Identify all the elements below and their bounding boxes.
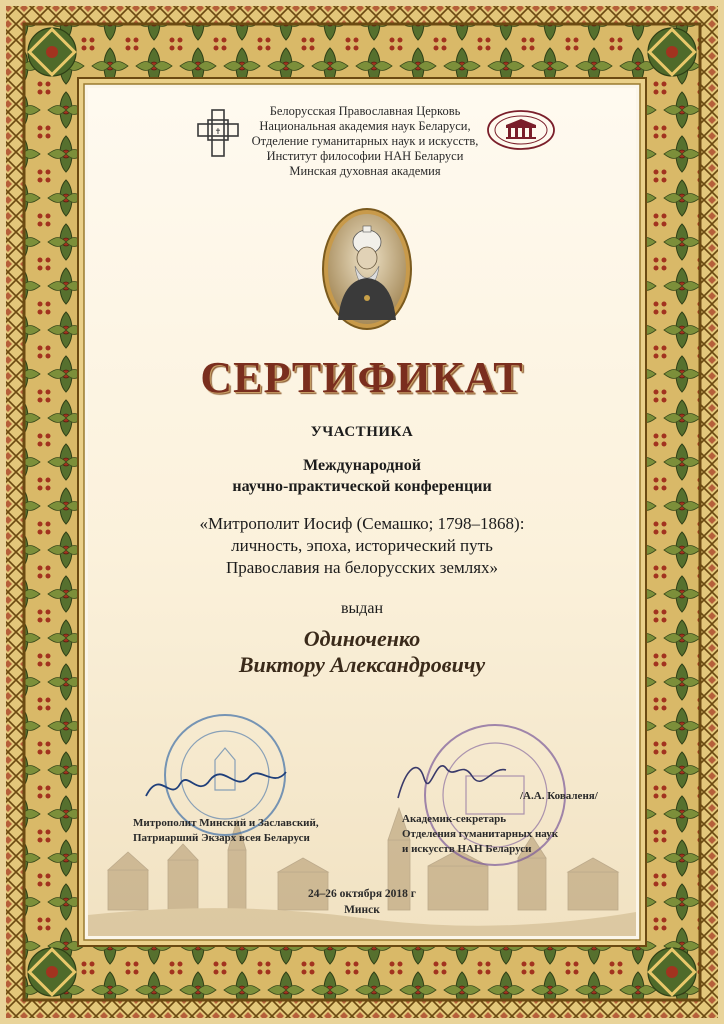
recipient-given-names: Виктору Александровичу bbox=[238, 652, 486, 677]
issued-label: выдан bbox=[340, 600, 384, 617]
conference-topic-line2: личность, эпоха, исторический путь bbox=[231, 536, 493, 555]
left-signatory-line1: Митрополит Минский и Заславский, bbox=[133, 817, 319, 829]
org-line: Национальная академия наук Беларуси, bbox=[259, 119, 471, 133]
right-signatory-title bbox=[402, 812, 582, 857]
conference-type-line2: научно-практической конференции bbox=[232, 478, 492, 495]
conference-topic-line1: «Митрополит Иосиф (Семашко; 1798–1868): bbox=[199, 514, 525, 533]
org-line: Белорусская Православная Церковь bbox=[269, 104, 461, 118]
right-signature bbox=[392, 748, 512, 808]
right-signatory-line3: и искусств НАН Беларуси bbox=[402, 843, 532, 855]
conference-type-line1: Международной bbox=[303, 457, 421, 474]
certificate-subtitle: УЧАСТНИКА bbox=[310, 424, 414, 440]
academy-emblem-icon bbox=[486, 109, 556, 151]
conference-dates: 24–26 октября 2018 г bbox=[307, 888, 417, 900]
conference-topic-line3: Православия на белорусских землях» bbox=[225, 558, 499, 577]
left-signatory-title bbox=[133, 816, 333, 846]
right-signatory-line1: Академик-секретарь bbox=[402, 813, 507, 825]
left-signatory-line2: Патриарший Экзарх всея Беларуси bbox=[133, 832, 310, 844]
org-line: Отделение гуманитарных наук и искусств, bbox=[251, 134, 479, 148]
certificate-title: СЕРТИФИКАТ bbox=[200, 353, 524, 402]
organizations-header bbox=[240, 104, 490, 179]
church-cross-icon bbox=[196, 108, 240, 158]
conference-city: Минск bbox=[344, 904, 380, 916]
svg-text:✝: ✝ bbox=[214, 127, 222, 136]
right-signatory-line2: Отделения гуманитарных наук bbox=[402, 828, 559, 840]
org-line: Институт философии НАН Беларуси bbox=[266, 149, 464, 163]
recipient-surname: Одиноченко bbox=[303, 626, 421, 651]
org-line: Минская духовная академия bbox=[289, 164, 441, 178]
metropolitan-portrait bbox=[322, 208, 412, 330]
right-signatory-name: /А.А. Коваленя/ bbox=[520, 790, 598, 802]
left-signature bbox=[140, 758, 290, 808]
